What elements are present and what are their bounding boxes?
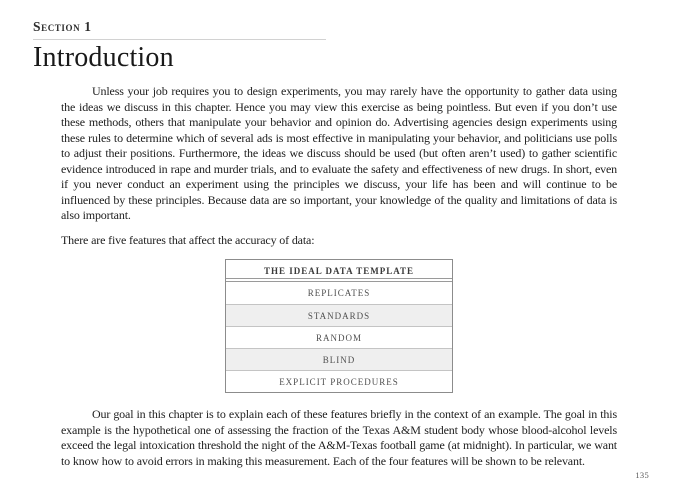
paragraph-goal: Our goal in this chapter is to explain each of these features briefly in the context of an example. The goal in this example is the hypothetical one of assessing the fraction of the Texas A&M student body whose blood-alcohol levels exceed the legal intoxication threshold the night of the A&M-Texas football game (at midnight). In particular, we want to know how to avoid errors in making this measurement. Each of the four features will be shown to be relevant. [61, 407, 617, 468]
ideal-data-template-table [225, 259, 453, 393]
table-row-replicates: REPLICATES [307, 288, 371, 298]
table-row-blind: BLIND [226, 348, 452, 370]
table-header: THE IDEAL DATA TEMPLATE [226, 260, 452, 282]
body-text-block [61, 84, 617, 469]
section-divider [33, 39, 326, 40]
page-number: 135 [635, 470, 649, 480]
table-row-standards: STANDARDS [226, 304, 452, 326]
paragraph-intro: Unless your job requires you to design experiments, you may rarely have the opportunity to gather data using the ideas we discuss in this chapter. Hence you may view this exercise as being pointless. But even if you don’t use these methods, others that manipulate your behavior and opinion do. Advertising agencies design experiments using these rules to determine which of several ads is most effective in manipulating your behavior, and politicians use polls to adjust their positions. Furthermore, the ideas we discuss should be used (but often aren’t used) to gather scientific evidence introduced in rape and murder trials, and to evaluate the safety and effectiveness of new drugs. In short, even if you never conduct an experiment using the principles we discuss, your life has been and will continue to be influenced by these principles. Because data are so important, your knowledge of the quality and limitations of data is also important. [61, 84, 617, 222]
page-title: Introduction [33, 42, 174, 73]
table-row-explicit-procedures: EXPLICIT PROCEDURES [226, 370, 452, 392]
table-row-random: RANDOM [226, 326, 452, 348]
lead-line: There are five features that affect the accuracy of data: [61, 232, 315, 247]
section-label: Section 1 [33, 19, 92, 34]
